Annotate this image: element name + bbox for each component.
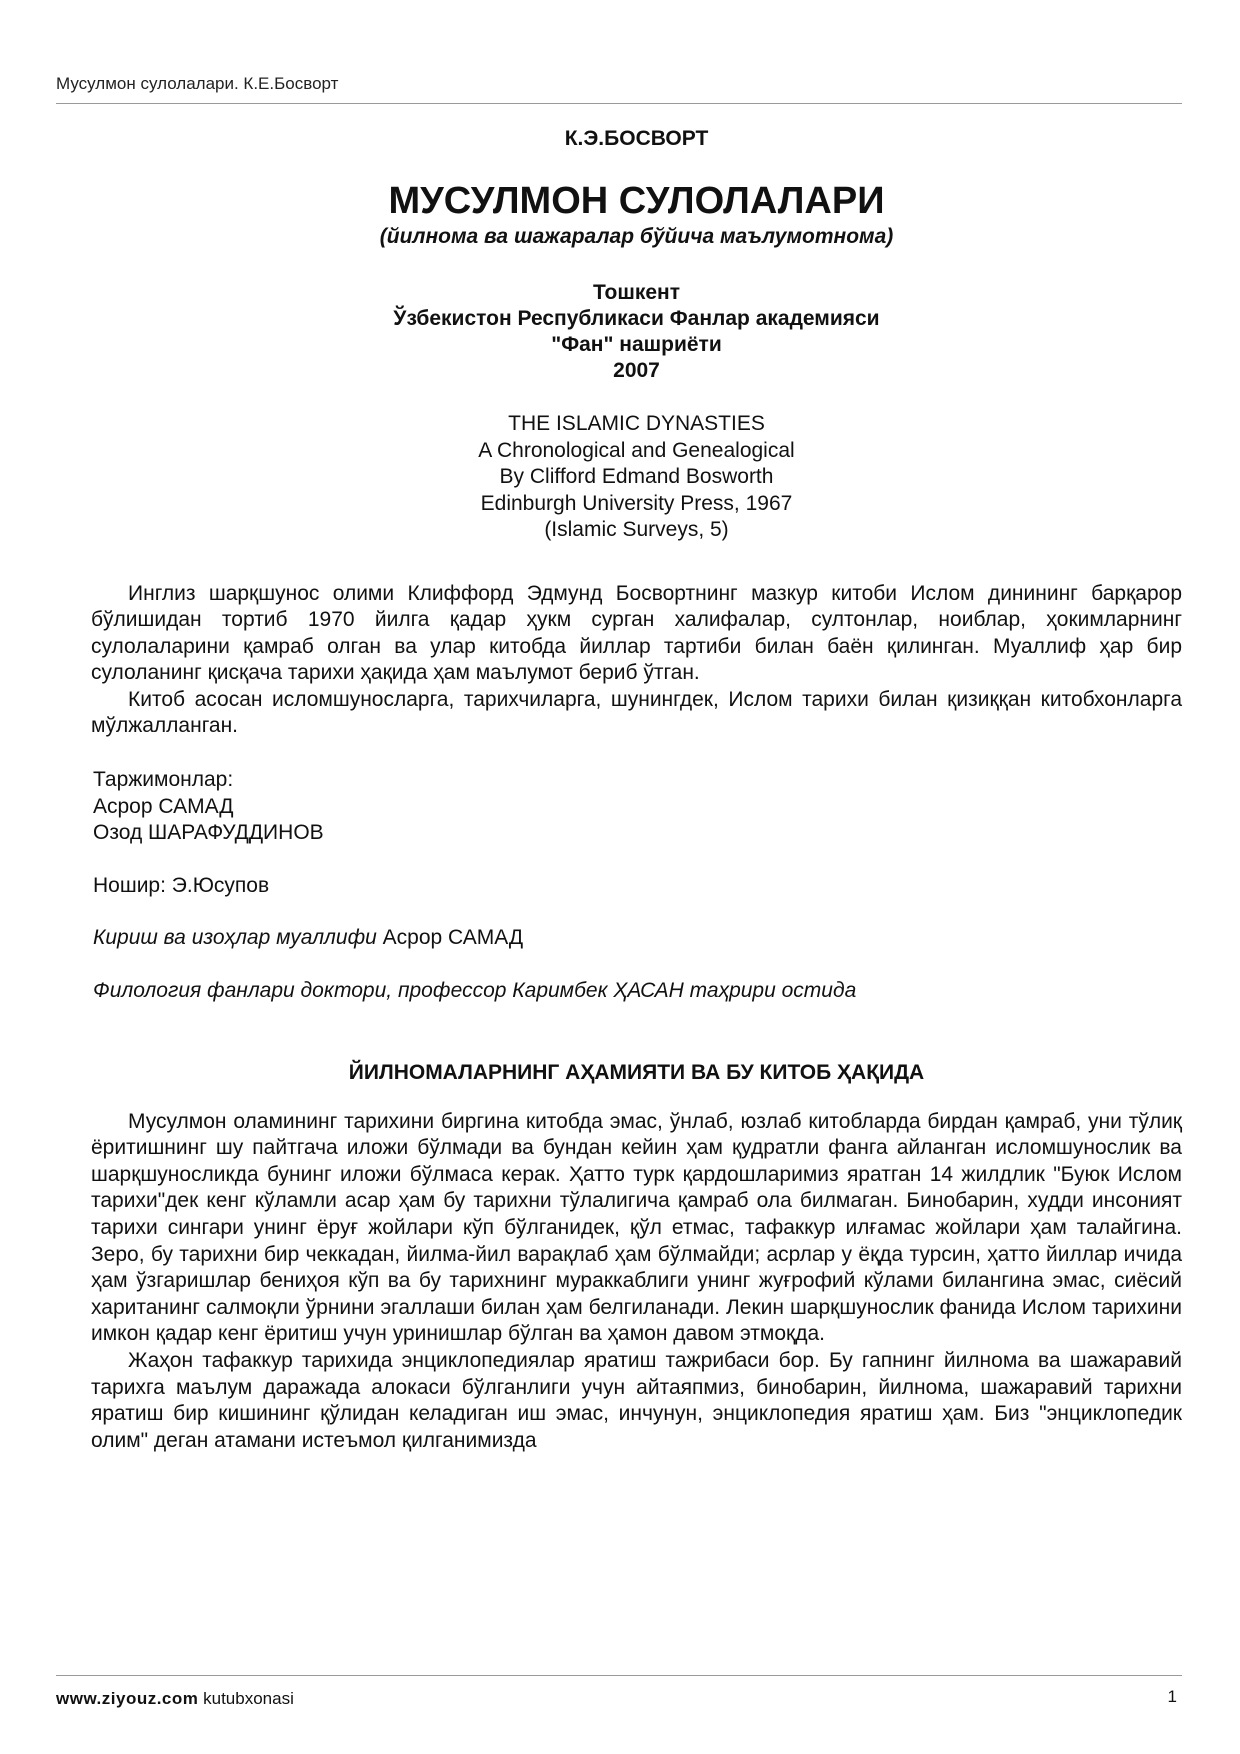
publisher-credit: Ношир: Э.Юсупов [93, 873, 270, 897]
spacer [93, 899, 1182, 925]
spacer [93, 952, 1182, 978]
header-divider [56, 103, 1182, 104]
book-author: К.Э.БОСВОРТ [564, 127, 709, 150]
publisher-house: "Фан" нашриёти [551, 333, 722, 356]
page-number: 1 [1167, 1687, 1177, 1706]
intro-author-label: Кириш ва изоҳлар муаллифи [93, 926, 377, 950]
spacer [93, 847, 1182, 873]
intro-paragraph: Инглиз шарқшунос олими Клиффорд Эдмунд Босвортнинг мазкур китоби Ислом динининг барқарор бўлишидан тортиб 1970 йилга қадар ҳукм сурган халифалар, султонлар, ноиблар, ҳокимларнинг сулолаларини қамраб олган ва улар китобда йиллар тартиби билан баён қилинган. Муаллиф ҳар бир сулоланинг қисқача тарихи ҳақида ҳам маълумот бериб ўтган. [91, 581, 1182, 685]
intro-author-credit [93, 925, 1182, 952]
publisher-city: Тошкент [593, 281, 680, 304]
footer-site: www.ziyouz.com [56, 1689, 199, 1708]
original-edition-info [91, 411, 1182, 544]
footer-site-suffix: kutubxonasi [198, 1689, 294, 1708]
credits-block [91, 767, 1182, 1005]
translator-name: Асрор САМАД [93, 794, 234, 818]
intro-author-name: Асрор САМАД [376, 926, 524, 950]
section-heading: ЙИЛНОМАЛАРНИНГ АҲАМИЯТИ ВА БУ КИТОБ ҲАҚИДА [348, 1060, 925, 1084]
publication-year: 2007 [613, 359, 660, 382]
intro-paragraph: Китоб асосан исломшуносларга, тарихчиларга, шунингдек, Ислом тарихи билан қизиққан китобхонларга мўлжалланган. [91, 687, 1182, 738]
page-content [91, 125, 1182, 1454]
original-author: By Clifford Edmand Bosworth [499, 465, 774, 488]
original-title: THE ISLAMIC DYNASTIES [508, 412, 765, 435]
original-publisher: Edinburgh University Press, 1967 [480, 491, 793, 515]
body-paragraph: Жаҳон тафаккур тарихида энциклопедиялар яратиш тажрибаси бор. Бу гапнинг йилнома ва шажаравий тарихга маълум даражада алокаси бўлганлиги учун айтаяпмиз, бинобарин, йилнома, шажаравий тарихни яратиш бир кишининг қўлидан келадиган иш эмас, инчунун, энциклопедия яратиш ҳам. Биз "энциклопедик олим" деган атамани истеъмол қилганимизда [91, 1348, 1182, 1452]
title-block [91, 125, 1182, 544]
running-header: Мусулмон сулолалари. К.Е.Босворт [56, 74, 339, 93]
publisher-academy: Ўзбекистон Республикаси Фанлар академияси [393, 307, 880, 330]
translators-label: Таржимонлар: [93, 768, 234, 792]
publisher-info [91, 280, 1182, 384]
section-body [91, 1109, 1182, 1455]
original-subtitle: A Chronological and Genealogical [478, 438, 795, 462]
original-series: (Islamic Surveys, 5) [544, 518, 729, 541]
book-subtitle: (йилнома ва шажаралар бўйича маълумотнома) [379, 225, 894, 248]
body-paragraph: Мусулмон оламининг тарихини биргина китобда эмас, ўнлаб, юзлаб китобларда бирдан қамраб, уни тўлиқ ёритишнинг шу пайтгача иложи бўлмади ва бундан кейин ҳам қудратли фанга айланган исломшунослик ва шарқшуносликда бунинг иложи бўлмаса керак. Ҳатто турк қардошларимиз яратган 14 жилдлик "Буюк Ислом тарихи"дек кенг кўламли асар ҳам бу тарихни тўлалигича қамраб ола билмаган. Бинобарин, худди инсоният тарихи сингари унинг ёруғ жойлари кўп бўлганидек, қўл етмас, тафаккур илғамас жойлари ҳам талайгина. Зеро, бу тарихни бир чеккадан, йилма-йил варақлаб ҳам бўлмайди; асрлар у ёқда турсин, ҳатто йиллар ичида ҳам ўзгаришлар бениҳоя кўп ва бу тарихнинг мураккаблиги унинг жуғрофий кўлами билангина эмас, сиёсий хаританинг салмоқли ўрнини эгаллаши билан ҳам белгиланади. Лекин шарқшунослик фанида Ислом тарихини имкон қадар кенг ёритиш учун уринишлар бўлган ва ҳамон давом этмоқда. [91, 1109, 1182, 1346]
intro-text [91, 581, 1182, 741]
translator-name: Озод ШАРАФУДДИНОВ [93, 821, 324, 845]
footer-source [56, 1689, 294, 1709]
editor-credit: Филология фанлари доктори, профессор Каримбек ҲАСАН таҳрири остида [93, 979, 857, 1003]
book-title: МУСУЛМОН СУЛОЛАЛАРИ [388, 180, 885, 222]
footer-divider [56, 1675, 1182, 1676]
